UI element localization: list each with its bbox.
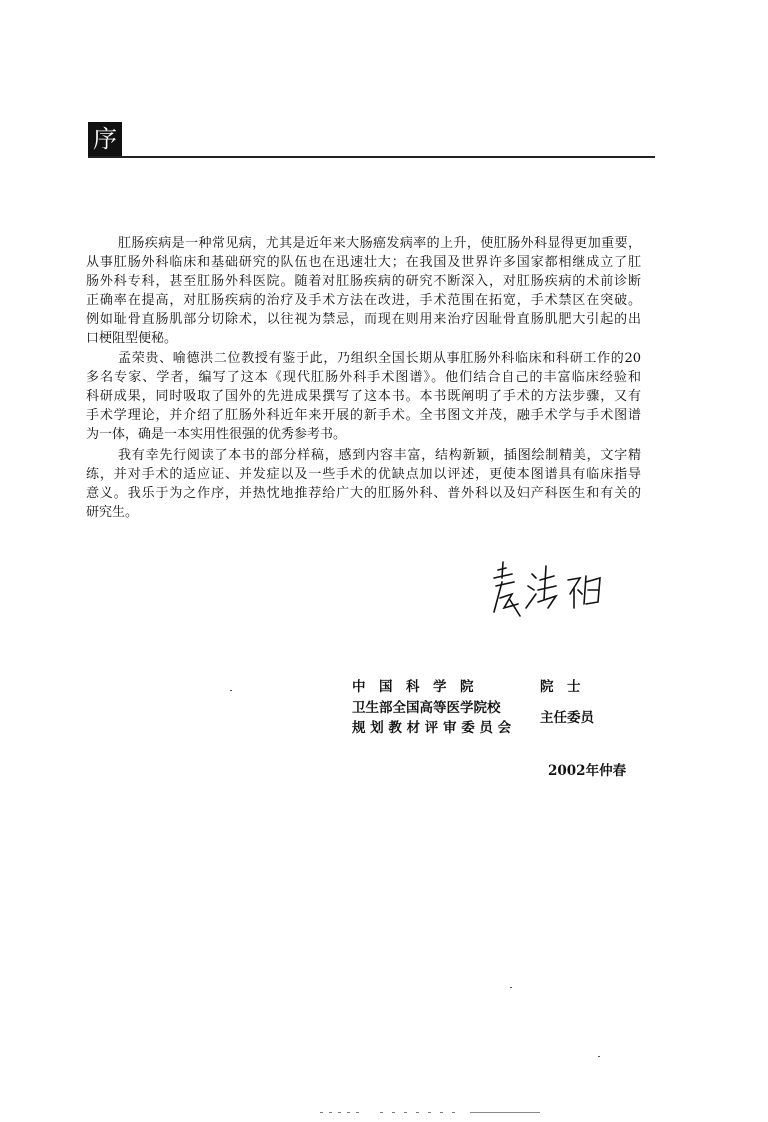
body-line: 练，并对手术的适应证、并发症以及一些手术的优缺点加以评述，更使本图谱具有临床指导: [86, 467, 641, 482]
handwritten-signature: [488, 560, 618, 626]
body-line: 手术学理论，并介绍了肛肠外科近年来开展的新手术。全书图文并茂，融手术学与手术图谱: [86, 408, 641, 423]
preface-date: 2002年仲春: [548, 763, 627, 779]
affiliation-ministry: 卫生部全国高等医学院校: [352, 700, 501, 716]
scan-speck: [598, 1056, 600, 1057]
body-line: 孟荣贵、喻德洪二位教授有鉴于此，乃组织全国长期从事肛肠外科临床和科研工作的20: [118, 351, 641, 366]
body-line: 肛肠疾病是一种常见病，尤其是近年来大肠癌发病率的上升，使肛肠外科显得更加重要，: [118, 236, 641, 251]
body-line: 我有幸先行阅读了本书的部分样稿，感到内容丰富，结构新颖，插图绘制精美，文字精: [118, 448, 641, 463]
title-rule: [88, 156, 655, 158]
affiliation-chair: 主任委员: [540, 710, 594, 726]
body-line: 从事肛肠外科临床和基础研究的队伍也在迅速壮大；在我国及世界许多国家都相继成立了肛: [86, 255, 641, 270]
body-line: 科研成果，同时吸取了国外的先进成果撰写了这本书。本书既阐明了手术的方法步骤，又有: [86, 389, 641, 404]
body-line: 肠外科专科，甚至肛肠外科医院。随着对肛肠疾病的研究不断深入，对肛肠疾病的术前诊断: [86, 274, 641, 289]
body-line: 意义。我乐于为之作序，并热忱地推荐给广大的肛肠外科、普外科以及妇产科医生和有关的: [86, 486, 641, 501]
scan-speck: [510, 987, 512, 988]
scan-artifact: [320, 1112, 360, 1113]
scan-artifact: [380, 1112, 460, 1113]
preface-title: 序: [88, 122, 122, 157]
scan-artifact: [470, 1112, 540, 1113]
body-line: 多名专家、学者，编写了这本《现代肛肠外科手术图谱》。他们结合自己的丰富临床经验和: [86, 370, 641, 385]
body-line: 研究生。: [86, 505, 139, 520]
affiliation-committee: 规 划 教 材 评 审 委 员 会: [352, 720, 512, 736]
affiliation-academician: 院 士: [540, 679, 581, 695]
body-line: 正确率在提高，对肛肠疾病的治疗及手术方法在改进，手术范围在拓宽，手术禁区在突破。: [86, 293, 641, 308]
scan-speck: [230, 690, 232, 691]
body-line: 口梗阻型便秘。: [86, 331, 178, 346]
body-line: 为一体，确是一本实用性很强的优秀参考书。: [86, 427, 347, 442]
body-line: 例如耻骨直肠肌部分切除术，以往视为禁忌，而现在则用来治疗因耻骨直肠肌肥大引起的出: [86, 312, 641, 327]
affiliation-academy: 中 国 科 学 院: [352, 679, 474, 695]
